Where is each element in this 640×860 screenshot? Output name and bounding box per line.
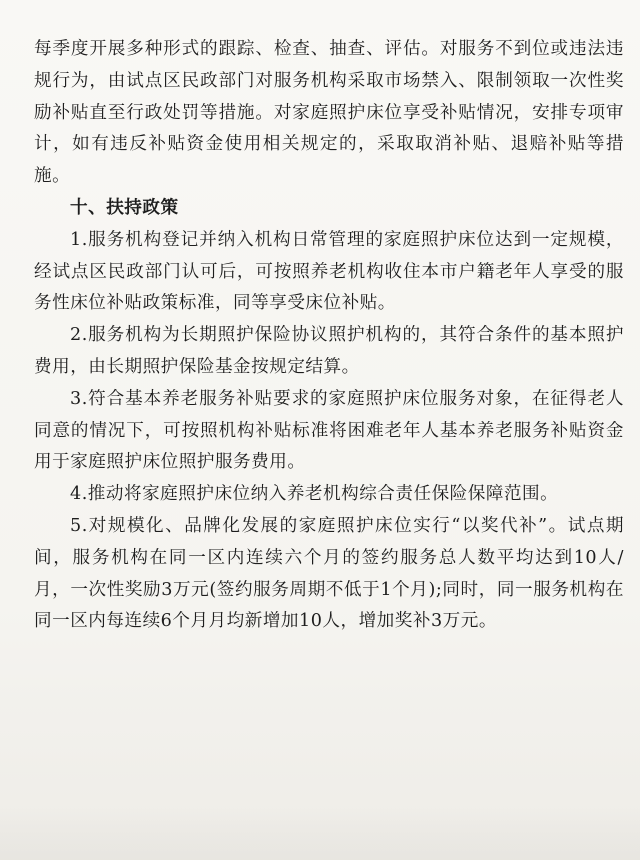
policy-item-5: 5.对规模化、品牌化发展的家庭照护床位实行“以奖代补”。试点期间，服务机构在同一区内连续六个月的签约服务总人数平均达到10人/月，一次性奖励3万元(签约服务周期不低于1个月);同时，同一服务机构在同一区内每连续6个月月均新增加10人，增加奖补3万元。 (34, 515, 624, 632)
policy-item-4: 4.推动将家庭照护床位纳入养老机构综合责任保险保障范围。 (70, 484, 559, 505)
section-heading: 十、扶持政策 (70, 197, 179, 218)
policy-item-1: 1.服务机构登记并纳入机构日常管理的家庭照护床位达到一定规模，经试点区民政部门认可后，可按照养老机构收住本市户籍老年人享受的服务性床位补贴政策标准，同等享受床位补贴。 (34, 229, 624, 314)
page-bottom-shadow (0, 808, 640, 860)
policy-item-3: 3.符合基本养老服务补贴要求的家庭照护床位服务对象，在征得老人同意的情况下，可按照机构补贴标准将困难老年人基本养老服务补贴资金用于家庭照护床位照护服务费用。 (34, 388, 624, 473)
document-body (34, 34, 624, 638)
policy-item-2: 2.服务机构为长期照护保险协议照护机构的，其符合条件的基本照护费用，由长期照护保险基金按规定结算。 (34, 325, 624, 377)
intro-paragraph: 每季度开展多种形式的跟踪、检查、抽查、评估。对服务不到位或违法违规行为，由试点区民政部门对服务机构采取市场禁入、限制领取一次性奖励补贴直至行政处罚等措施。对家庭照护床位享受补贴情况，安排专项审计，如有违反补贴资金使用相关规定的，采取取消补贴、退赔补贴等措施。 (34, 39, 624, 187)
